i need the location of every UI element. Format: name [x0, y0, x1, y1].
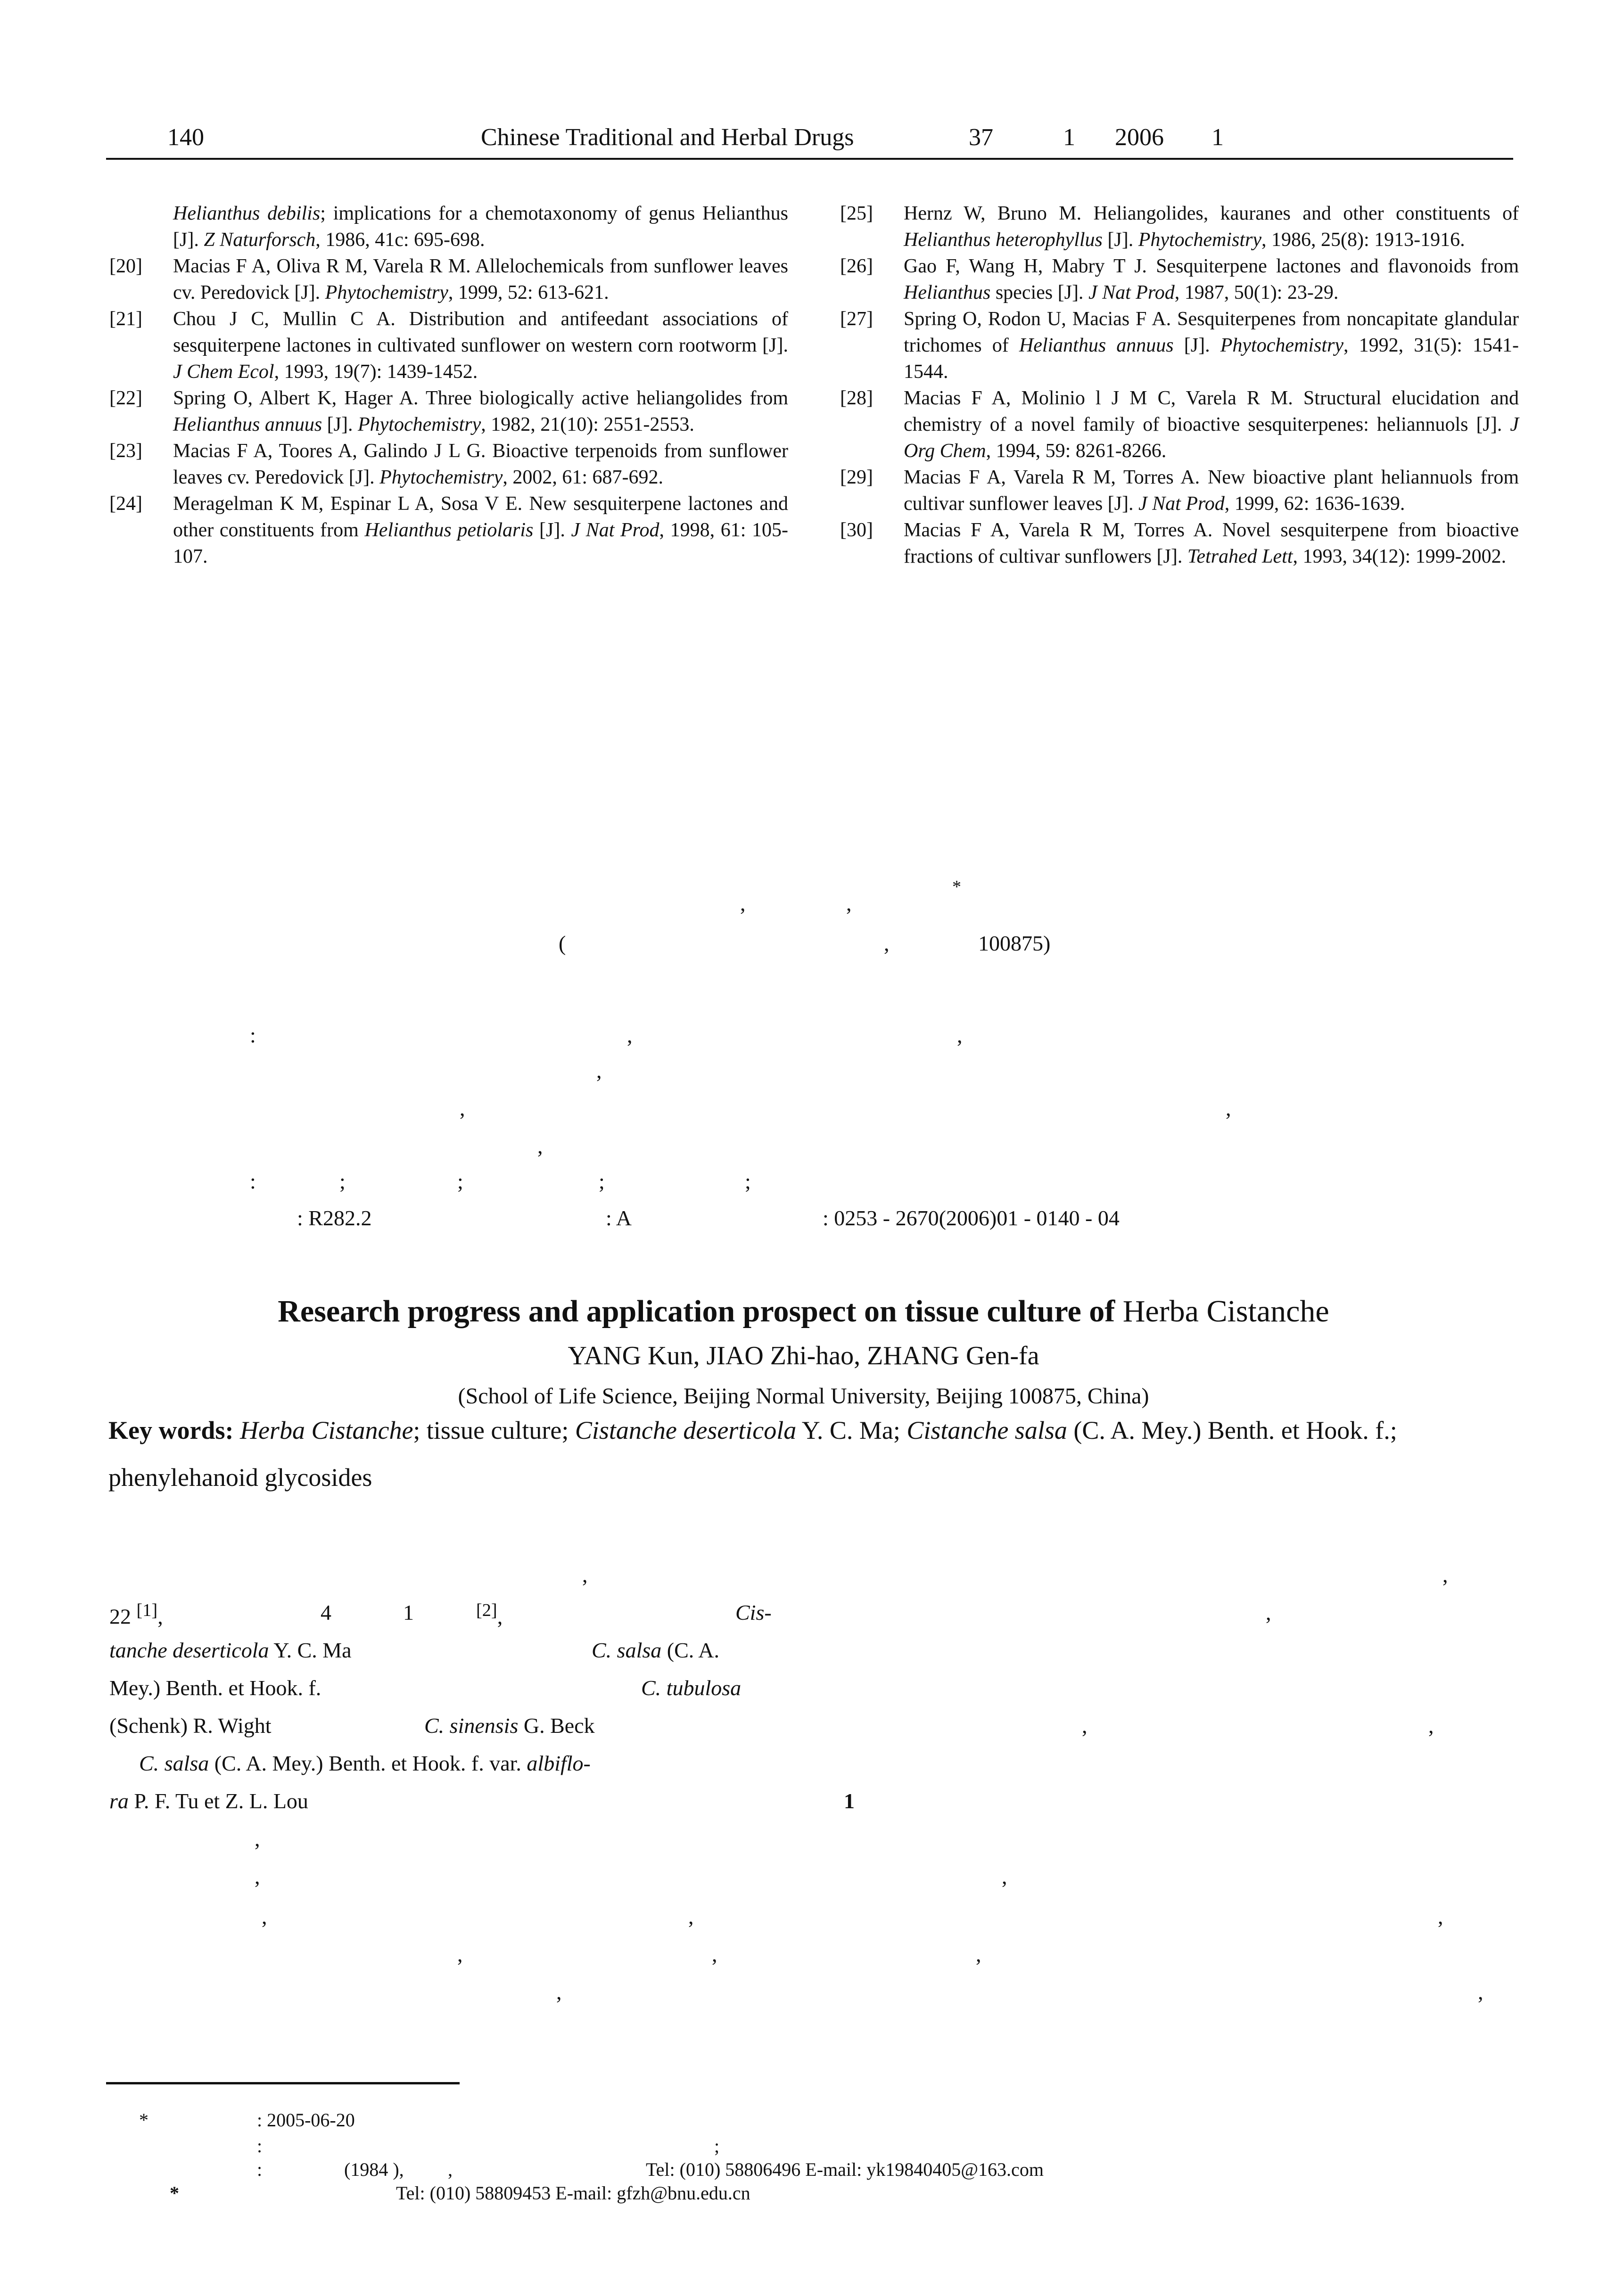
reference-number: [24] [109, 493, 142, 515]
footnote-colon: : [257, 2159, 263, 2180]
references-right-column [840, 200, 1519, 570]
reference-text: Spring O, Albert K, Hager A. Three biologically active heliangolides from Helianthus annuus [J]. Phytochemistry, 1982, 21(10): 2551-2553. [173, 387, 788, 435]
journal-year: 2006 [1115, 124, 1164, 151]
page-number: 140 [167, 124, 204, 151]
document-code: : A [606, 1206, 632, 1230]
english-authors: YANG Kun, JIAO Zhi-hao, ZHANG Gen-fa [568, 1341, 1039, 1370]
body-comma: , [1442, 1563, 1448, 1587]
reference-number: [23] [109, 440, 142, 462]
affiliation-comma: , [884, 931, 890, 955]
body-comma: , [712, 1942, 717, 1966]
abstract-comma: , [460, 1096, 465, 1120]
body-species: (Schenk) R. Wight [109, 1714, 272, 1738]
footnote-received-date: : 2005-06-20 [257, 2109, 355, 2131]
journal-name: Chinese Traditional and Herbal Drugs [481, 124, 854, 151]
header-rule [106, 158, 1513, 160]
reference-number: [27] [840, 308, 873, 330]
reference-text: Macias F A, Oliva R M, Varela R M. Allelochemicals from sunflower leaves cv. Peredovick [J]. Phytochemistry, 1999, 52: 613-621. [173, 255, 788, 303]
body-comma: , [255, 1827, 260, 1851]
keywords-label: Key words [108, 1416, 225, 1444]
reference-item [840, 306, 1519, 385]
body-comma: , [976, 1942, 981, 1966]
body-species: tanche deserticola Y. C. Ma [109, 1638, 352, 1662]
footnote-author-contact: Tel: (010) 58806496 E-mail: yk19840405@163.com [646, 2159, 1044, 2180]
reference-item [109, 200, 788, 253]
reference-text: Macias F A, Toores A, Galindo J L G. Bioactive terpenoids from sunflower leaves cv. Peredovick [J]. Phytochemistry, 2002, 61: 687-692. [173, 440, 788, 488]
reference-item [109, 385, 788, 438]
footnote-comma: , [448, 2159, 453, 2180]
body-species: C. salsa (C. A. Mey.) Benth. et Hook. f. var. albiflo- [139, 1751, 591, 1775]
reference-text: Spring O, Rodon U, Macias F A. Sesquiterpenes from noncapitate glandular trichomes of Helianthus annuus [J]. Phytochemistry, 1992, 31(5): 1541-1544. [904, 308, 1519, 383]
reference-item [109, 253, 788, 306]
body-ref-2: [2], [476, 1600, 503, 1629]
body-species: Mey.) Benth. et Hook. f. [109, 1676, 321, 1700]
classification-number: : R282.2 [297, 1206, 372, 1230]
english-title [0, 1294, 1607, 1329]
body-comma: , [582, 1563, 588, 1587]
author-comma-1: , [740, 891, 746, 915]
reference-number: [29] [840, 467, 873, 488]
reference-number: [20] [109, 255, 142, 277]
reference-text: Macias F A, Varela R M, Torres A. New bioactive plant heliannuols from cultivar sunflower leaves [J]. J Nat Prod, 1999, 62: 1636-1639. [904, 467, 1519, 515]
reference-item [840, 200, 1519, 253]
keywords-cn-semicolon: ; [599, 1169, 605, 1193]
reference-number [109, 200, 173, 253]
abstract-comma: , [596, 1058, 602, 1082]
reference-number: [26] [840, 255, 873, 277]
english-title-main: Research progress and application prospect on tissue culture of [278, 1294, 1115, 1328]
footnote-author-years: (1984 ), [344, 2159, 404, 2180]
reference-item [840, 253, 1519, 306]
footnote-semicolon: ; [714, 2135, 720, 2157]
body-comma: , [1478, 1980, 1483, 2004]
body-comma: , [1002, 1864, 1007, 1888]
abstract-comma: , [1226, 1096, 1231, 1120]
reference-number: [22] [109, 387, 142, 409]
reference-number: [25] [840, 203, 873, 224]
abstract-label-colon: : [250, 1023, 256, 1047]
affiliation-postcode: 100875) [978, 931, 1051, 955]
body-species: ra P. F. Tu et Z. L. Lou [109, 1789, 308, 1813]
reference-number: [30] [840, 519, 873, 541]
body-comma: , [457, 1942, 463, 1966]
journal-issue: 1 [1063, 124, 1075, 151]
journal-volume: 37 [969, 124, 993, 151]
body-comma: , [1082, 1714, 1088, 1738]
body-comma: , [255, 1864, 260, 1888]
keywords-cn-semicolon: ; [745, 1169, 751, 1193]
body-ref-1: 22 [1], [109, 1600, 163, 1629]
english-keywords: Key words: Herba Cistanche; tissue culture; Cistanche deserticola Y. C. Ma; Cistanche salsa (C. A. Mey.) Benth. et Hook. f.; phenylehanoid glycosides [108, 1416, 1397, 1492]
keywords-cn-semicolon: ; [339, 1169, 346, 1193]
footnote-corresponding-contact: Tel: (010) 58809453 E-mail: gfzh@bnu.edu.cn [396, 2182, 750, 2204]
body-number: 4 [321, 1600, 331, 1624]
body-species: C. sinensis G. Beck [424, 1714, 595, 1738]
keywords-cn-semicolon: ; [457, 1169, 463, 1193]
body-number: 1 [403, 1600, 414, 1624]
body-comma: , [262, 1904, 267, 1928]
article-id: : 0253 - 2670(2006)01 - 0140 - 04 [823, 1206, 1120, 1230]
reference-item [840, 385, 1519, 464]
abstract-comma: , [537, 1134, 543, 1158]
author-asterisk: * [952, 877, 961, 897]
footnote-asterisk: * [139, 2109, 148, 2131]
reference-text: Macias F A, Varela R M, Torres A. Novel sesquiterpene from bioactive fractions of cultivar sunflowers [J]. Tetrahed Lett, 1993, 34(12): 1999-2002. [904, 519, 1519, 567]
reference-text: Macias F A, Molinio l J M C, Varela R M. Structural elucidation and chemistry of a novel family of bioactive sesquiterpenes: heliannuols [J]. J Org Chem, 1994, 59: 8261-8266. [904, 387, 1519, 462]
reference-item [109, 491, 788, 570]
reference-number: [21] [109, 308, 142, 330]
footnote-rule [106, 2082, 460, 2084]
body-species: Cis- [735, 1600, 772, 1624]
body-comma: , [688, 1904, 694, 1928]
keywords-cn-colon: : [250, 1169, 256, 1193]
reference-number: [28] [840, 387, 873, 409]
body-species: C. salsa (C. A. [592, 1638, 719, 1662]
journal-month: 1 [1211, 124, 1224, 151]
english-affiliation: (School of Life Science, Beijing Normal University, Beijing 100875, China) [458, 1384, 1149, 1409]
reference-item [109, 438, 788, 491]
body-comma: , [556, 1980, 562, 2004]
keywords-text: Herba Cistanche; tissue culture; Cistanche deserticola Y. C. Ma; Cistanche salsa (C. A. Mey.) Benth. et Hook. f.; phenylehanoid glycosides [108, 1416, 1397, 1492]
reference-item [840, 464, 1519, 517]
body-comma: , [1438, 1904, 1443, 1928]
affiliation-open-paren: ( [559, 931, 566, 955]
references-left-column [109, 200, 788, 570]
reference-text: Gao F, Wang H, Mabry T J. Sesquiterpene lactones and flavonoids from Helianthus species [J]. J Nat Prod, 1987, 50(1): 23-29. [904, 255, 1519, 303]
abstract-comma: , [957, 1023, 963, 1047]
reference-text: Meragelman K M, Espinar L A, Sosa V E. New sesquiterpene lactones and other constituents from Helianthus petiolaris [J]. J Nat Prod, 1998, 61: 105-107. [173, 493, 788, 567]
footnote-colon: : [257, 2135, 263, 2157]
english-title-species: Herba Cistanche [1122, 1294, 1329, 1328]
author-comma-2: , [846, 891, 852, 915]
reference-text: Hernz W, Bruno M. Heliangolides, kauranes and other constituents of Helianthus heterophyllus [J]. Phytochemistry, 1986, 25(8): 1913-1916. [904, 203, 1519, 251]
abstract-comma: , [627, 1023, 633, 1047]
reference-item [840, 517, 1519, 570]
body-comma: , [1266, 1600, 1271, 1624]
reference-text: Chou J C, Mullin C A. Distribution and antifeedant associations of sesquiterpene lactones in cultivated sunflower on western corn rootworm [J]. J Chem Ecol, 1993, 19(7): 1439-1452. [173, 308, 788, 383]
footnote-corresponding-mark: * [170, 2182, 179, 2204]
body-species: C. tubulosa [641, 1676, 742, 1700]
body-figure-ref: 1 [844, 1789, 855, 1813]
body-comma: , [1428, 1714, 1434, 1738]
reference-item [109, 306, 788, 385]
reference-text: Helianthus debilis; implications for a chemotaxonomy of genus Helianthus [J]. Z Naturforsch, 1986, 41c: 695-698. [173, 203, 788, 251]
